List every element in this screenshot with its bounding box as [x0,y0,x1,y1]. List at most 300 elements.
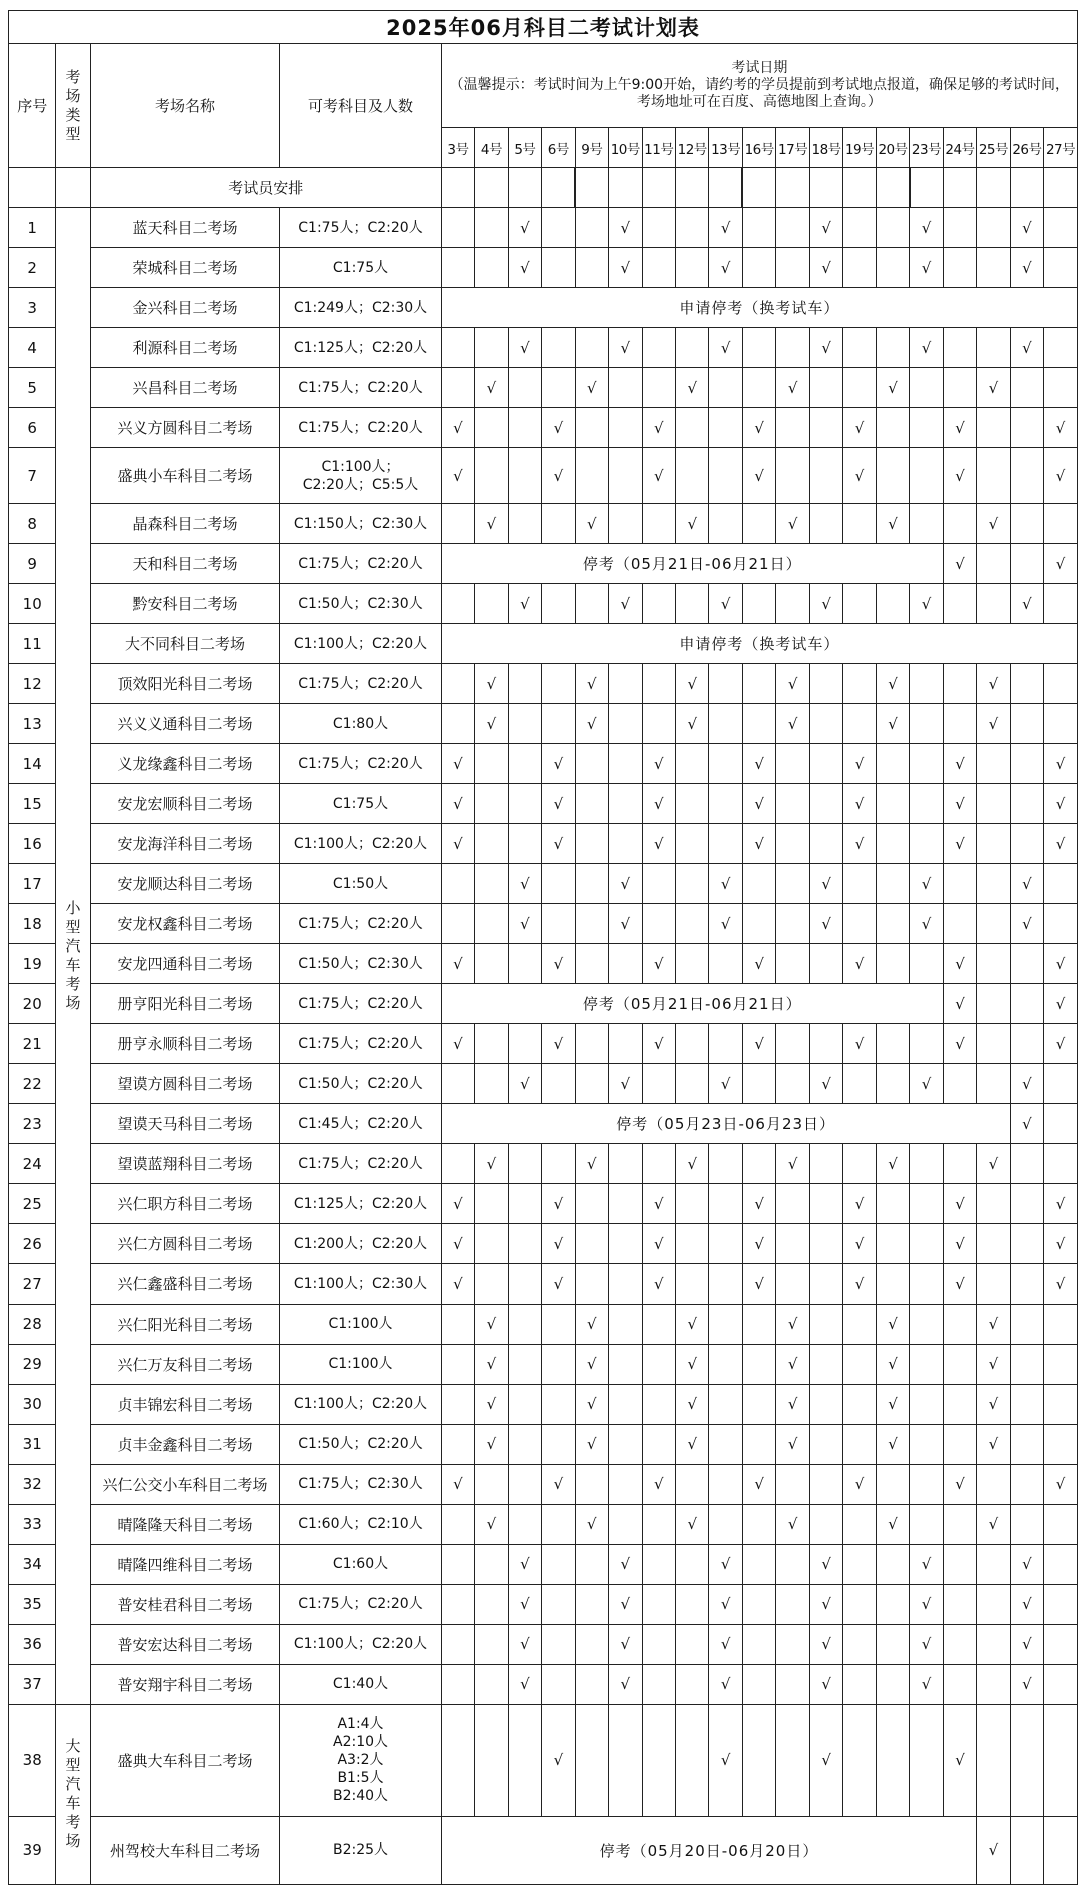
examiner-date-cell [742,168,775,208]
exam-date-mark: √ [475,664,508,704]
exam-date-cell [977,1704,1010,1816]
exam-date-cell [843,1304,876,1344]
exam-date-mark: √ [609,1544,642,1584]
exam-date-mark: √ [910,1664,943,1704]
date-header: 3号 [441,128,474,168]
exam-date-cell [508,1024,541,1064]
exam-date-mark: √ [742,1024,775,1064]
exam-date-cell [675,448,708,504]
exam-date-cell [776,1264,809,1304]
exam-site-name: 大不同科目二考场 [90,624,280,664]
exam-date-cell [977,1024,1010,1064]
exam-subjects: C1:75人；C2:20人 [280,744,441,784]
exam-date-cell [441,328,474,368]
exam-date-cell [742,704,775,744]
exam-date-cell [1044,1664,1078,1704]
exam-date-cell [642,664,675,704]
exam-site-name: 黔安科目二考场 [90,584,280,624]
exam-date-cell [441,368,474,408]
row-index: 21 [9,1024,56,1064]
exam-date-cell [1010,408,1043,448]
exam-date-mark: √ [910,208,943,248]
exam-date-cell [609,408,642,448]
exam-date-cell [910,944,943,984]
table-row [9,208,1078,248]
exam-date-cell [508,1464,541,1504]
exam-date-cell [709,368,742,408]
exam-date-mark: √ [709,1704,742,1816]
exam-date-mark: √ [843,1464,876,1504]
exam-date-cell [508,504,541,544]
exam-date-mark: √ [508,1584,541,1624]
exam-date-cell [742,904,775,944]
exam-date-cell [642,704,675,744]
exam-date-cell [642,504,675,544]
exam-date-cell [809,1464,842,1504]
row-index: 27 [9,1264,56,1304]
exam-date-mark: √ [542,448,575,504]
exam-date-cell [1044,504,1078,544]
exam-date-cell [876,1224,909,1264]
exam-date-cell [642,864,675,904]
exam-date-cell [809,1224,842,1264]
exam-subjects: C1:60人 [280,1544,441,1584]
exam-date-mark: √ [675,504,708,544]
exam-date-cell [475,1544,508,1584]
row-index: 35 [9,1584,56,1624]
exam-date-mark: √ [977,664,1010,704]
exam-date-cell [910,408,943,448]
exam-date-cell [943,208,976,248]
exam-date-cell [709,1184,742,1224]
row-index: 17 [9,864,56,904]
table-row [9,744,1078,784]
exam-date-cell [977,744,1010,784]
exam-date-mark: √ [843,944,876,984]
exam-date-cell [508,1304,541,1344]
exam-date-mark: √ [943,1264,976,1304]
exam-date-mark: √ [609,1624,642,1664]
exam-date-cell [843,1584,876,1624]
exam-date-cell [1010,504,1043,544]
exam-date-cell [977,248,1010,288]
exam-date-cell [609,944,642,984]
exam-date-cell [876,1544,909,1584]
exam-date-cell [943,1584,976,1624]
examiner-type-cell [56,168,90,208]
exam-subjects: C1:100人；C2:20人 [280,824,441,864]
exam-date-cell [943,1384,976,1424]
exam-date-cell [642,1664,675,1704]
exam-date-cell [910,1024,943,1064]
exam-date-cell [977,584,1010,624]
exam-date-cell [776,1624,809,1664]
exam-date-cell [542,368,575,408]
row-index: 7 [9,448,56,504]
exam-site-name: 兴仁公交小车科目二考场 [90,1464,280,1504]
exam-date-mark: √ [709,584,742,624]
exam-date-cell [609,784,642,824]
exam-date-mark: √ [508,208,541,248]
exam-subjects: C1:100人 [280,1304,441,1344]
exam-date-cell [542,1064,575,1104]
exam-date-cell [542,1424,575,1464]
exam-date-mark: √ [977,1816,1010,1884]
exam-date-cell [1010,448,1043,504]
exam-date-cell [809,1024,842,1064]
exam-date-cell [475,1464,508,1504]
exam-date-mark: √ [609,248,642,288]
exam-date-mark: √ [943,1024,976,1064]
exam-date-mark: √ [742,744,775,784]
exam-date-cell [910,504,943,544]
exam-date-cell [542,1664,575,1704]
exam-date-cell [776,208,809,248]
suspension-note: 申请停考（换考试车） [441,624,1077,664]
exam-site-name: 天和科目二考场 [90,544,280,584]
exam-date-mark: √ [675,1384,708,1424]
exam-site-name: 顶效阳光科目二考场 [90,664,280,704]
exam-date-cell [977,904,1010,944]
exam-date-cell [776,248,809,288]
exam-date-mark: √ [508,584,541,624]
table-row [9,368,1078,408]
exam-date-mark: √ [642,824,675,864]
exam-date-cell [742,1424,775,1464]
row-index: 10 [9,584,56,624]
table-row [9,1624,1078,1664]
exam-date-cell [609,704,642,744]
exam-date-cell [977,328,1010,368]
exam-date-cell [1010,1184,1043,1224]
examiner-label: 考试员安排 [90,168,441,208]
exam-date-cell [609,504,642,544]
exam-date-mark: √ [943,448,976,504]
exam-date-mark: √ [809,864,842,904]
exam-date-cell [475,1584,508,1624]
exam-date-cell [709,1344,742,1384]
exam-site-name: 兴仁职方科目二考场 [90,1184,280,1224]
exam-date-mark: √ [575,1304,608,1344]
exam-date-mark: √ [742,1224,775,1264]
exam-date-mark: √ [542,1464,575,1504]
exam-subjects: C1:50人；C2:30人 [280,584,441,624]
exam-date-cell [843,1064,876,1104]
exam-date-cell [776,1464,809,1504]
exam-date-mark: √ [776,368,809,408]
exam-date-mark: √ [709,1584,742,1624]
exam-date-cell [876,1464,909,1504]
exam-date-mark: √ [1044,744,1078,784]
exam-date-cell [542,248,575,288]
exam-date-cell [642,1584,675,1624]
exam-date-cell [876,1064,909,1104]
exam-date-cell [441,1504,474,1544]
exam-date-cell [843,584,876,624]
row-index: 26 [9,1224,56,1264]
exam-date-cell [475,1064,508,1104]
exam-date-mark: √ [575,1504,608,1544]
exam-date-cell [508,704,541,744]
exam-date-cell [575,1704,608,1816]
exam-date-cell [876,904,909,944]
exam-date-cell [709,824,742,864]
exam-date-cell [542,1144,575,1184]
exam-date-mark: √ [609,864,642,904]
exam-date-mark: √ [642,944,675,984]
exam-date-mark: √ [642,1184,675,1224]
exam-date-cell [876,1584,909,1624]
examiner-date-cell [475,168,508,208]
exam-date-mark: √ [609,904,642,944]
exam-date-cell [441,1544,474,1584]
exam-site-name: 望谟天马科目二考场 [90,1104,280,1144]
exam-date-cell [943,704,976,744]
exam-date-cell [876,784,909,824]
exam-date-mark: √ [542,744,575,784]
exam-date-cell [809,1384,842,1424]
exam-date-cell [609,1464,642,1504]
exam-date-cell [977,784,1010,824]
exam-date-mark: √ [575,704,608,744]
examiner-index-cell [9,168,56,208]
exam-date-mark: √ [910,1544,943,1584]
examiner-date-cell [876,168,909,208]
row-index: 3 [9,288,56,328]
exam-date-mark: √ [943,1224,976,1264]
exam-date-mark: √ [709,904,742,944]
exam-date-mark: √ [642,1024,675,1064]
table-row [9,1544,1078,1584]
exam-subjects: C1:50人；C2:30人 [280,944,441,984]
exam-date-mark: √ [575,504,608,544]
exam-date-cell [675,784,708,824]
exam-date-cell [508,448,541,504]
exam-date-cell [642,904,675,944]
exam-date-cell [809,944,842,984]
examiner-date-cell [675,168,708,208]
exam-subjects: C1:75人；C2:20人 [280,368,441,408]
exam-date-mark: √ [1010,328,1043,368]
exam-date-mark: √ [575,1144,608,1184]
exam-date-cell [441,1064,474,1104]
exam-date-cell [1010,784,1043,824]
exam-date-cell [843,864,876,904]
table-row [9,624,1078,664]
exam-subjects: C1:100人；C2:20人 [280,1384,441,1424]
row-index: 8 [9,504,56,544]
exam-date-cell [675,904,708,944]
exam-subjects: C1:75人；C2:20人 [280,408,441,448]
exam-date-mark: √ [542,824,575,864]
exam-date-mark: √ [876,504,909,544]
exam-date-cell [475,944,508,984]
exam-date-cell [508,744,541,784]
exam-date-cell [943,1504,976,1544]
exam-date-cell [843,1384,876,1424]
exam-date-cell [642,1064,675,1104]
exam-date-cell [843,328,876,368]
exam-date-cell [441,1704,474,1816]
exam-date-cell [609,368,642,408]
exam-date-cell [609,1504,642,1544]
exam-date-cell [508,1504,541,1544]
exam-date-cell [709,1384,742,1424]
exam-date-mark: √ [1044,544,1078,584]
exam-date-cell [1044,368,1078,408]
exam-date-cell [910,664,943,704]
exam-date-cell [776,408,809,448]
exam-subjects: C1:75人；C2:20人 [280,1584,441,1624]
exam-date-mark: √ [843,824,876,864]
examiner-date-cell [709,168,742,208]
exam-date-cell [508,1424,541,1464]
exam-date-cell [441,1624,474,1664]
exam-date-cell [876,1264,909,1304]
exam-date-cell [776,1184,809,1224]
exam-date-cell [675,1464,708,1504]
exam-date-mark: √ [843,1224,876,1264]
exam-date-cell [977,1464,1010,1504]
exam-date-cell [910,744,943,784]
exam-date-cell [642,1144,675,1184]
exam-date-cell [642,208,675,248]
exam-date-cell [1010,1024,1043,1064]
exam-date-cell [1010,1304,1043,1344]
exam-subjects: C1:125人；C2:20人 [280,328,441,368]
suspension-note: 停考（05月21日-06月21日） [441,544,943,584]
exam-date-mark: √ [1044,1464,1078,1504]
exam-date-mark: √ [809,1584,842,1624]
exam-date-cell [742,504,775,544]
exam-subjects: C1:75人 [280,784,441,824]
exam-site-name: 望谟蓝翔科目二考场 [90,1144,280,1184]
table-row [9,544,1078,584]
exam-date-mark: √ [776,1344,809,1384]
exam-date-mark: √ [809,1064,842,1104]
exam-date-cell [575,328,608,368]
exam-date-cell [977,984,1010,1024]
exam-date-cell [642,1344,675,1384]
exam-site-name: 利源科目二考场 [90,328,280,368]
exam-date-mark: √ [1010,208,1043,248]
examiner-date-cell [1010,168,1043,208]
exam-date-cell [943,664,976,704]
exam-date-mark: √ [1010,1064,1043,1104]
exam-date-cell [1044,1064,1078,1104]
exam-date-cell [1010,984,1043,1024]
exam-date-mark: √ [742,408,775,448]
date-header: 6号 [542,128,575,168]
exam-date-cell [1010,944,1043,984]
exam-date-mark: √ [508,904,541,944]
date-header: 9号 [575,128,608,168]
exam-plan-table [8,10,1078,1885]
exam-date-cell [675,1224,708,1264]
row-index: 37 [9,1664,56,1704]
exam-date-mark: √ [1010,864,1043,904]
exam-date-mark: √ [475,1384,508,1424]
exam-date-cell [675,1184,708,1224]
exam-date-mark: √ [441,1264,474,1304]
exam-date-mark: √ [776,1144,809,1184]
date-header: 19号 [843,128,876,168]
exam-date-cell [508,1704,541,1816]
exam-subjects: B2:25人 [280,1816,441,1884]
row-index: 34 [9,1544,56,1584]
exam-date-mark: √ [709,208,742,248]
exam-date-cell [742,1144,775,1184]
exam-date-cell [1010,368,1043,408]
exam-date-cell [542,904,575,944]
exam-subjects: C1:60人；C2:10人 [280,1504,441,1544]
exam-date-mark: √ [1010,1664,1043,1704]
exam-site-name: 安龙四通科目二考场 [90,944,280,984]
date-header: 10号 [609,128,642,168]
table-row [9,1104,1078,1144]
suspension-note: 申请停考（换考试车） [441,288,1077,328]
row-index: 33 [9,1504,56,1544]
exam-date-cell [475,864,508,904]
exam-date-cell [776,448,809,504]
exam-date-cell [642,1544,675,1584]
exam-subjects: C1:100人 [280,1344,441,1384]
exam-date-cell [809,784,842,824]
exam-date-mark: √ [709,248,742,288]
exam-date-cell [809,1424,842,1464]
exam-date-mark: √ [876,368,909,408]
exam-date-cell [943,1664,976,1704]
table-row [9,288,1078,328]
exam-date-mark: √ [508,1544,541,1584]
exam-date-mark: √ [876,1424,909,1464]
exam-date-mark: √ [977,1504,1010,1544]
exam-date-mark: √ [742,448,775,504]
header-type: 考 场 类 型 [56,44,90,168]
exam-date-mark: √ [475,1304,508,1344]
exam-date-cell [910,1424,943,1464]
examiner-date-cell [776,168,809,208]
exam-subjects: C1:50人 [280,864,441,904]
exam-date-cell [575,248,608,288]
exam-date-cell [709,504,742,544]
row-index: 15 [9,784,56,824]
exam-date-mark: √ [943,544,976,584]
exam-date-cell [910,1384,943,1424]
row-index: 20 [9,984,56,1024]
exam-date-cell [1010,1464,1043,1504]
exam-date-cell [441,1384,474,1424]
exam-site-name: 普安桂君科目二考场 [90,1584,280,1624]
exam-site-name: 盛典大车科目二考场 [90,1704,280,1816]
header-date-title: 考试日期 [731,60,788,77]
exam-date-cell [742,328,775,368]
exam-date-mark: √ [542,1224,575,1264]
exam-subjects: C1:50人；C2:20人 [280,1424,441,1464]
exam-date-mark: √ [742,784,775,824]
exam-date-cell [910,1704,943,1816]
exam-date-cell [843,664,876,704]
table-row [9,784,1078,824]
exam-site-name: 州驾校大车科目二考场 [90,1816,280,1884]
exam-date-mark: √ [475,1344,508,1384]
exam-date-cell [910,1184,943,1224]
exam-date-cell [876,1184,909,1224]
row-index: 36 [9,1624,56,1664]
exam-date-mark: √ [475,704,508,744]
exam-date-cell [809,1504,842,1544]
exam-date-cell [742,1624,775,1664]
